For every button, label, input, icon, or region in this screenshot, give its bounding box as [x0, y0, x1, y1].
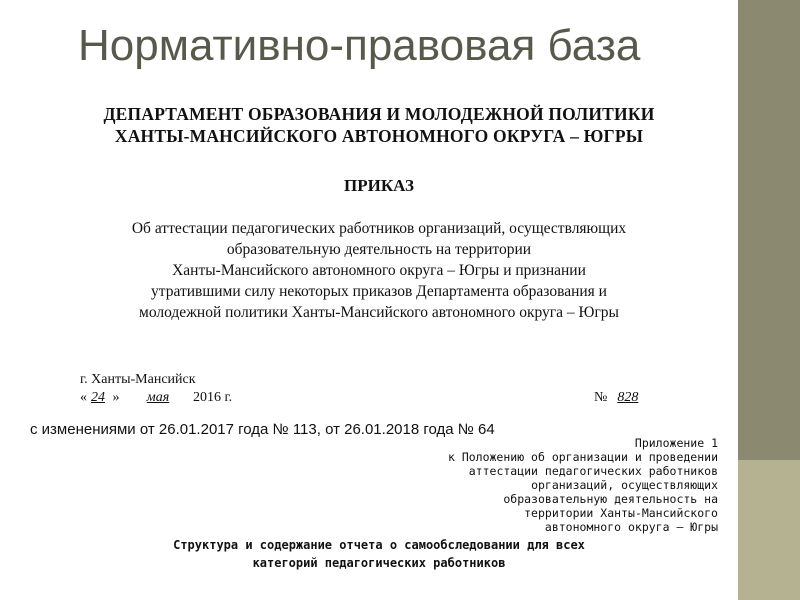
subject-line: образовательную деятельность на территории — [226, 241, 532, 258]
appendix-line: организаций, осуществляющих — [531, 478, 718, 492]
subject-line: Об аттестации педагогических работников организаций, осуществляющих — [131, 220, 627, 237]
date-mid: » — [112, 390, 120, 405]
structure-heading-line: Структура и содержание отчета о самообследовании для всех — [173, 538, 585, 552]
date-prefix: « — [80, 390, 87, 405]
side-decor-bar-light — [738, 460, 800, 600]
appendix-line: к Положению об организации и проведении — [447, 450, 718, 464]
number-label: № — [594, 390, 608, 405]
appendix-line: Приложение 1 — [634, 436, 718, 450]
department-line-1: ДЕПАРТАМЕНТ ОБРАЗОВАНИЯ И МОЛОДЕЖНОЙ ПОЛИТИКИ — [103, 104, 655, 124]
appendix-line: аттестации педагогических работников — [468, 464, 718, 478]
amendments-note: с изменениями от 26.01.2017 года № 113, от 26.01.2018 года № 64 — [30, 421, 495, 438]
appendix-line: образовательную деятельность на — [503, 492, 718, 506]
city: г. Ханты-Мансийск — [80, 372, 196, 387]
date-day: 24 — [91, 390, 105, 405]
number-value: 828 — [617, 390, 639, 405]
order-number — [594, 390, 645, 406]
structure-heading-line: категорий педагогических работников — [252, 556, 506, 570]
appendix-line: автономного округа – Югры — [544, 520, 718, 534]
subject-line: утратившими силу некоторых приказов Департамента образования и — [151, 283, 607, 300]
department-line-2: ХАНТЫ-МАНСИЙСКОГО АВТОНОМНОГО ОКРУГА – ЮГРЫ — [114, 126, 644, 146]
date-month: мая — [146, 390, 170, 405]
subject-line: молодежной политики Ханты-Мансийского автономного округа – Югры — [139, 304, 619, 321]
document-scan — [28, 80, 730, 580]
subject-line: Ханты-Мансийского автономного округа – Югры и признании — [172, 262, 586, 279]
date-year: 2016 г. — [193, 390, 233, 405]
order-date — [80, 390, 232, 406]
appendix-line: территории Ханты-Мансийского — [524, 506, 718, 520]
slide-title: Нормативно-правовая база — [78, 21, 641, 70]
order-label: ПРИКАЗ — [344, 176, 414, 195]
